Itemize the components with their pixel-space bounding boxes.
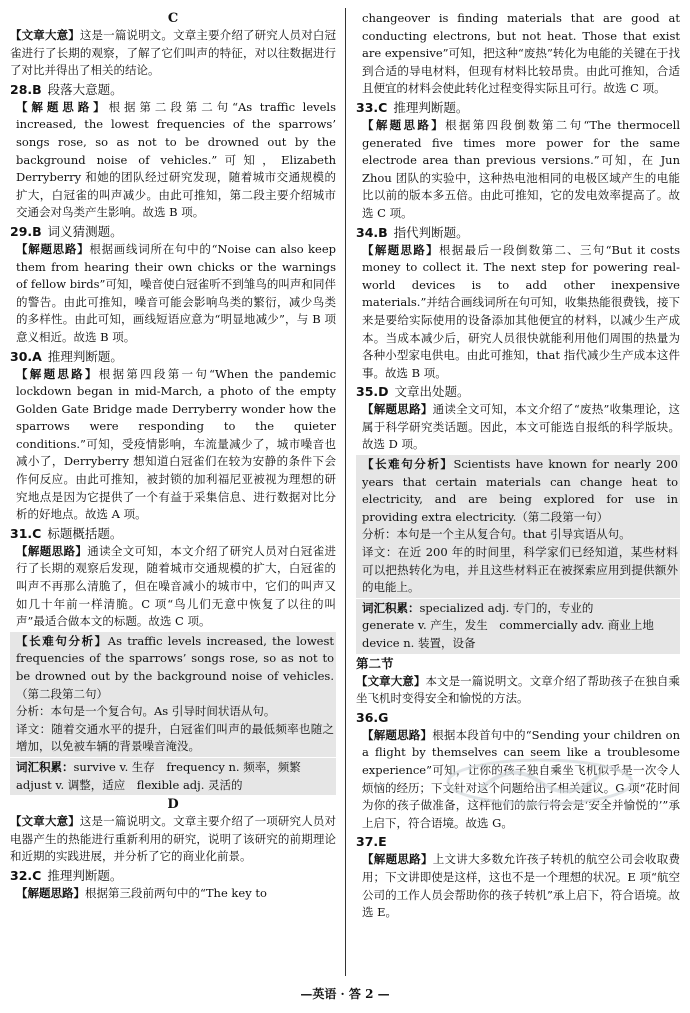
q32-heading: 32.C 推理判断题。 bbox=[10, 867, 123, 883]
section-d-heading: D bbox=[167, 797, 179, 813]
q31-explanation: 【解题思路】通读全文可知，本文介绍了研究人员对白冠雀进行了长期的观察后发现，随着城市交通规模的扩大，白冠雀的叫声不再那么清脆了，但在噪音减小的城市中，它们的叫声又如几十年前一样清脆。C 项“鸟儿们无意中恢复了以往的叫声”最适合做本文的标题。故选 C 项。 bbox=[16, 543, 337, 629]
watermark-logo bbox=[440, 752, 640, 808]
d-summary: 【文章大意】这是一篇说明文。文章主要介绍了一项研究人员对电器产生的热能进行重新利用的研究，说明了该研究的前期理论和近期的实践进展，并分析了它的商业化前景。 bbox=[10, 814, 336, 864]
left-column bbox=[10, 10, 336, 903]
q32-explanation: 【解题思路】根据第三段前两句中的“The key to bbox=[16, 885, 267, 900]
watermark-icon bbox=[440, 752, 640, 808]
q33-explanation: 【解题思路】根据第四段倒数第二句“The thermocell generated five times more power for the same electrode area than previous versions.”可知，在 Jun Zhou 团队的实验中，这种热电池相同的电极区域产生的电能比以前的版本多五倍。由此可推知，它的发电效率提高了。故选 C 项。 bbox=[362, 117, 681, 220]
q34-heading: 34.B 指代判断题。 bbox=[356, 224, 469, 240]
q37-heading: 37.E bbox=[356, 834, 387, 850]
column-divider bbox=[345, 8, 346, 976]
q29-explanation: 【解题思路】根据画线词所在句中的“Noise can also keep them from hearing their own chicks or the warnings of fellow birds”可知，噪音使白冠雀听不到雏鸟的叫声和同伴的警告。由此可推知，噪音可能会影响鸟类的繁衍，减少鸟类的多样性。由此可知，画线短语应意为“明显地减少”，与 B 项意义相近。故选 B 项。 bbox=[16, 241, 336, 344]
vocabulary-box: 词汇积累：survive v. 生存 frequency n. 频率，频繁 adjust v. 调整，适应 flexible adj. 灵活的 bbox=[10, 758, 336, 795]
q36-heading: 36.G bbox=[356, 709, 389, 725]
e-summary: 【文章大意】本文是一篇说明文。文章介绍了帮助孩子在独自乘坐飞机时变得安全和愉悦的方法。 bbox=[356, 673, 681, 706]
long-sentence-analysis-d: 【长难句分析】Scientists have known for nearly 200 years that certain materials can change heat to electricity, and are being explored for use in providing extra electricity.（第二段第一句） 分析：本句是一个主从复合句。that 引导宾语从句。 译文：在近 200 年的时间里，科学家们已经知道，某些材料可以把热转化为电，并且这些材料正在被探索应用到提供额外的电能上。 bbox=[356, 455, 680, 598]
c-summary: 【文章大意】这是一篇说明文。文章主要介绍了研究人员对白冠雀进行了长期的观察，了解了它们叫声的特征，对以往数据进行了对比并得出了相关的结论。 bbox=[10, 28, 336, 78]
q35-explanation: 【解题思路】通读全文可知，本文介绍了“废热”收集理论，这属于科学研究类话题。因此，本文可能选自报纸的科学版块。故选 D 项。 bbox=[362, 402, 680, 452]
q33-heading: 33.C 推理判断题。 bbox=[356, 99, 469, 115]
q31-heading: 31.C 标题概括题。 bbox=[10, 525, 123, 541]
q32-explanation-cont: changeover is finding materials that are good at conducting electrons, but not heat. Those that exist are expensive”可知，把这种“废热”转化为电能的关键在于找到合适的导电材料，但现有材料比较昂贵。由此可推知，合适且便宜的材料会使此转化过程变得实际且可行。故选 C 项。 bbox=[362, 11, 680, 96]
part-two-heading: 第二节 bbox=[356, 655, 394, 671]
section-c-heading: C bbox=[167, 11, 179, 26]
q30-heading: 30.A 推理判断题。 bbox=[10, 348, 123, 364]
q28-heading: 28.B 段落大意题。 bbox=[10, 81, 123, 97]
long-sentence-analysis: 【长难句分析】As traffic levels increased, the lowest frequencies of the sparrows’ songs rose, so as not to be drowned out by the background noise of vehicles.（第二段第二句） 分析：本句是一个复合句。As 引导时间状语从句。 译文：随着交通水平的提升，白冠雀们叫声的最低频率也随之增加，以免被车辆的背景噪音淹没。 bbox=[10, 632, 336, 757]
q28-explanation: 【解题思路】根据第二段第二句“As traffic levels increased, the lowest frequencies of the sparrows’ songs rose, so as not to be drowned out by the background noise of vehicles.”可知，Elizabeth Derryberry 和她的团队经过研究发现，随着城市交通规模的扩大，白冠雀的叫声减少。由此可推知，第二段主要介绍城市交通会对鸟类产生影响。故选 B 项。 bbox=[16, 99, 337, 220]
q35-heading: 35.D 文章出处题。 bbox=[356, 384, 470, 400]
q37-explanation: 【解题思路】上文讲大多数允许孩子转机的航空公司会收取费用；下文讲即使是这样，这也不是一个理想的状况。E 项“航空公司的工作人员会帮助你的孩子转机”承上启下，符合语境。故选 E。 bbox=[362, 852, 681, 920]
q29-heading: 29.B 词义猜测题。 bbox=[10, 223, 123, 239]
q36-explanation: 【解题思路】根据本段首句中的“Sending your children on a flight by themselves can seem like a troublesome experience”可知，让你的孩子独自乘坐飞机似乎是一次令人烦恼的经历；下文针对这个问题给出了相关建议。G 项“花时间为你的孩子做准备，这样他们的旅行将会是‘安全并愉悦的’”承上启下，符合语境。故选 G。 bbox=[362, 727, 681, 830]
q30-explanation: 【解题思路】根据第四段第一句“When the pandemic lockdown began in mid-March, a photo of the empty Golden Gate Bridge made Derryberry wonder how the sparrows were responding to the quieter conditions.”可知，受疫情影响，车流量减少了，城市噪音也减小了，Derryberry 想知道白冠雀们在较为安静的条件下会作何反应。由此可推知，被封锁的加利福尼亚被视为理想的研究地点是因为它提供了一个有益于采集信息、进行数据对比分析的好地点。故选 A 项。 bbox=[16, 366, 337, 522]
page-footer: —英语 · 答 2 — bbox=[300, 987, 390, 1001]
vocabulary-box-d: 词汇积累：specialized adj. 专门的，专业的 generate v. 产生，发生 commercially adv. 商业上地 device n. 装置，设备 bbox=[356, 599, 680, 654]
q34-explanation: 【解题思路】根据最后一段倒数第二、三句“But it costs money to collect it. The next step for powering real-world devices is to add other inexpensive materials.”并结合画线词所在句可知，收集热能很费钱，接下来是要给实际使用的设备添加其他便宜的材料，以减少生产成本。当成本减少后，研究人员很快就能利用他们周围的热量为各种小型家电供电。由此可推知，that 指代减少生产成本这件事。故选 B 项。 bbox=[362, 242, 681, 380]
